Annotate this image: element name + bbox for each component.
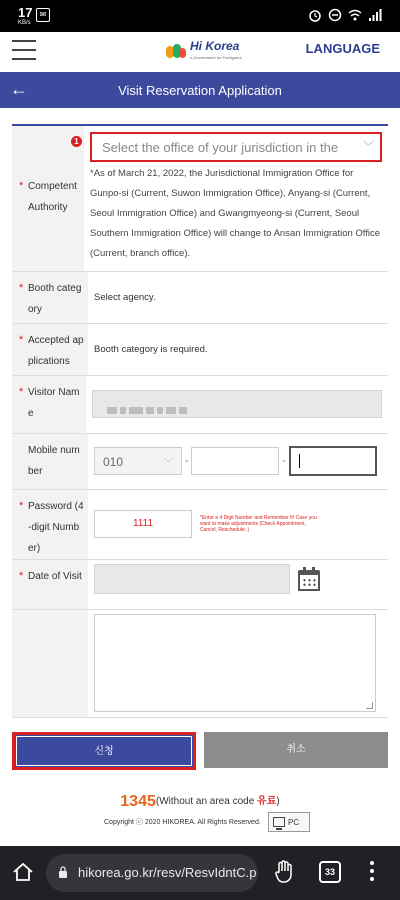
page-title: Visit Reservation Application bbox=[118, 83, 282, 98]
accepted-applications-label: * Accepted applications bbox=[12, 324, 88, 375]
submit-button[interactable]: 신청 bbox=[12, 732, 196, 770]
lock-icon bbox=[58, 866, 68, 878]
reservation-form bbox=[12, 124, 388, 718]
booth-category-value: Select agency. bbox=[94, 292, 156, 303]
title-bar bbox=[0, 72, 400, 108]
row-visitor-name bbox=[12, 376, 388, 434]
app-header bbox=[0, 32, 400, 72]
monitor-icon bbox=[273, 817, 285, 827]
competent-authority-label: * Competent Authority bbox=[12, 126, 84, 271]
mobile-number-label: Mobile number bbox=[12, 434, 88, 489]
hand-icon[interactable] bbox=[274, 860, 294, 884]
row-memo bbox=[12, 610, 388, 718]
status-bar bbox=[0, 0, 400, 32]
row-date-of-visit bbox=[12, 560, 388, 610]
paid-label: 유료 bbox=[257, 796, 277, 807]
signal-icon bbox=[368, 8, 382, 22]
wifi-icon bbox=[348, 8, 362, 22]
date-of-visit-value bbox=[88, 560, 388, 609]
phone-dash: - bbox=[282, 455, 286, 467]
visitor-name-input[interactable] bbox=[92, 390, 382, 418]
date-input[interactable] bbox=[94, 564, 290, 594]
memo-value bbox=[88, 610, 388, 717]
form-buttons bbox=[12, 732, 388, 770]
chevron-down-icon: ﹀ bbox=[163, 458, 173, 468]
visitor-name-value bbox=[86, 376, 388, 433]
memo-label bbox=[12, 610, 88, 717]
chevron-down-icon: ﹀ bbox=[363, 141, 374, 153]
dnd-icon bbox=[328, 8, 342, 22]
row-mobile-number bbox=[12, 434, 388, 490]
status-speed: KB/s bbox=[18, 20, 31, 26]
url-bar[interactable] bbox=[46, 854, 258, 892]
date-of-visit-label: * Date of Visit bbox=[12, 560, 88, 609]
hamburger-menu-icon[interactable] bbox=[12, 40, 36, 62]
mobile-middle-input[interactable] bbox=[191, 447, 279, 475]
competent-authority-value bbox=[74, 126, 388, 271]
row-booth-category bbox=[12, 272, 388, 324]
hikorea-logo[interactable] bbox=[166, 40, 242, 64]
url-text: hikorea.go.kr/resv/ResvIdntC.p bbox=[78, 865, 257, 880]
copyright: Copyright ⓒ 2020 HIKOREA. All Rights Reserved. bbox=[104, 819, 261, 826]
tab-count-button[interactable]: 33 bbox=[319, 861, 341, 883]
pc-version-button[interactable] bbox=[268, 812, 310, 832]
password-label: * Password (4-digit Number) bbox=[12, 490, 88, 559]
accepted-applications-value: Booth category is required. bbox=[94, 344, 208, 355]
calendar-icon[interactable] bbox=[298, 567, 320, 591]
password-hint: *Enter a 4 Digit Number and Remember It! Case you want to make adjustments (Check Appointment, Cancel, Reschedule..) bbox=[200, 515, 317, 533]
home-icon[interactable] bbox=[12, 862, 34, 882]
phone-dash: - bbox=[185, 455, 189, 467]
mobile-last-input[interactable] bbox=[289, 446, 377, 476]
visitor-name-label: * Visitor Name bbox=[12, 376, 86, 433]
row-accepted-applications bbox=[12, 324, 388, 376]
office-select[interactable]: Select the office of your jurisdiction in the ﹀ bbox=[90, 132, 382, 162]
back-arrow-icon[interactable]: ← bbox=[10, 79, 28, 99]
status-time: 17 bbox=[18, 5, 33, 20]
footer-phone: 1345(Without an area code 유료) bbox=[120, 793, 280, 810]
cancel-button[interactable]: 취소 bbox=[204, 732, 388, 768]
more-menu-icon[interactable] bbox=[370, 861, 376, 883]
logo-text: Hi Korea e-Government for Foreigners bbox=[190, 40, 242, 64]
phone-number[interactable]: 1345 bbox=[120, 793, 156, 810]
alarm-icon bbox=[308, 8, 322, 22]
status-icons bbox=[308, 8, 382, 22]
logo-mark-icon bbox=[166, 42, 188, 62]
booth-category-label: * Booth category bbox=[12, 272, 88, 323]
browser-bar bbox=[0, 846, 400, 900]
logo-subtitle: e-Government for Foreigners bbox=[190, 55, 242, 60]
gallery-icon: ✉ bbox=[36, 8, 50, 22]
row-password bbox=[12, 490, 388, 560]
jurisdiction-notice: *As of March 21, 2022, the Jurisdictional Immigration Office for Gunpo-si (Current, Suwon Immigration Office), Anyang-si (Current, Seoul Immigration Office) and Gwangmyeong-si (Current, Seoul Southern Immigration Office) will change to Ansan Immigration Office (Current, branch office). bbox=[90, 168, 381, 259]
password-value bbox=[88, 490, 388, 559]
memo-textarea[interactable] bbox=[94, 614, 376, 712]
language-button[interactable]: LANGUAGE bbox=[305, 41, 380, 56]
mobile-number-value bbox=[88, 434, 388, 489]
step-badge: 1 bbox=[71, 136, 82, 147]
row-competent-authority bbox=[12, 126, 388, 272]
password-input[interactable]: 1111 bbox=[94, 510, 192, 538]
pc-label: PC bbox=[288, 817, 300, 827]
mobile-prefix-select[interactable]: 010 ﹀ bbox=[94, 447, 182, 475]
